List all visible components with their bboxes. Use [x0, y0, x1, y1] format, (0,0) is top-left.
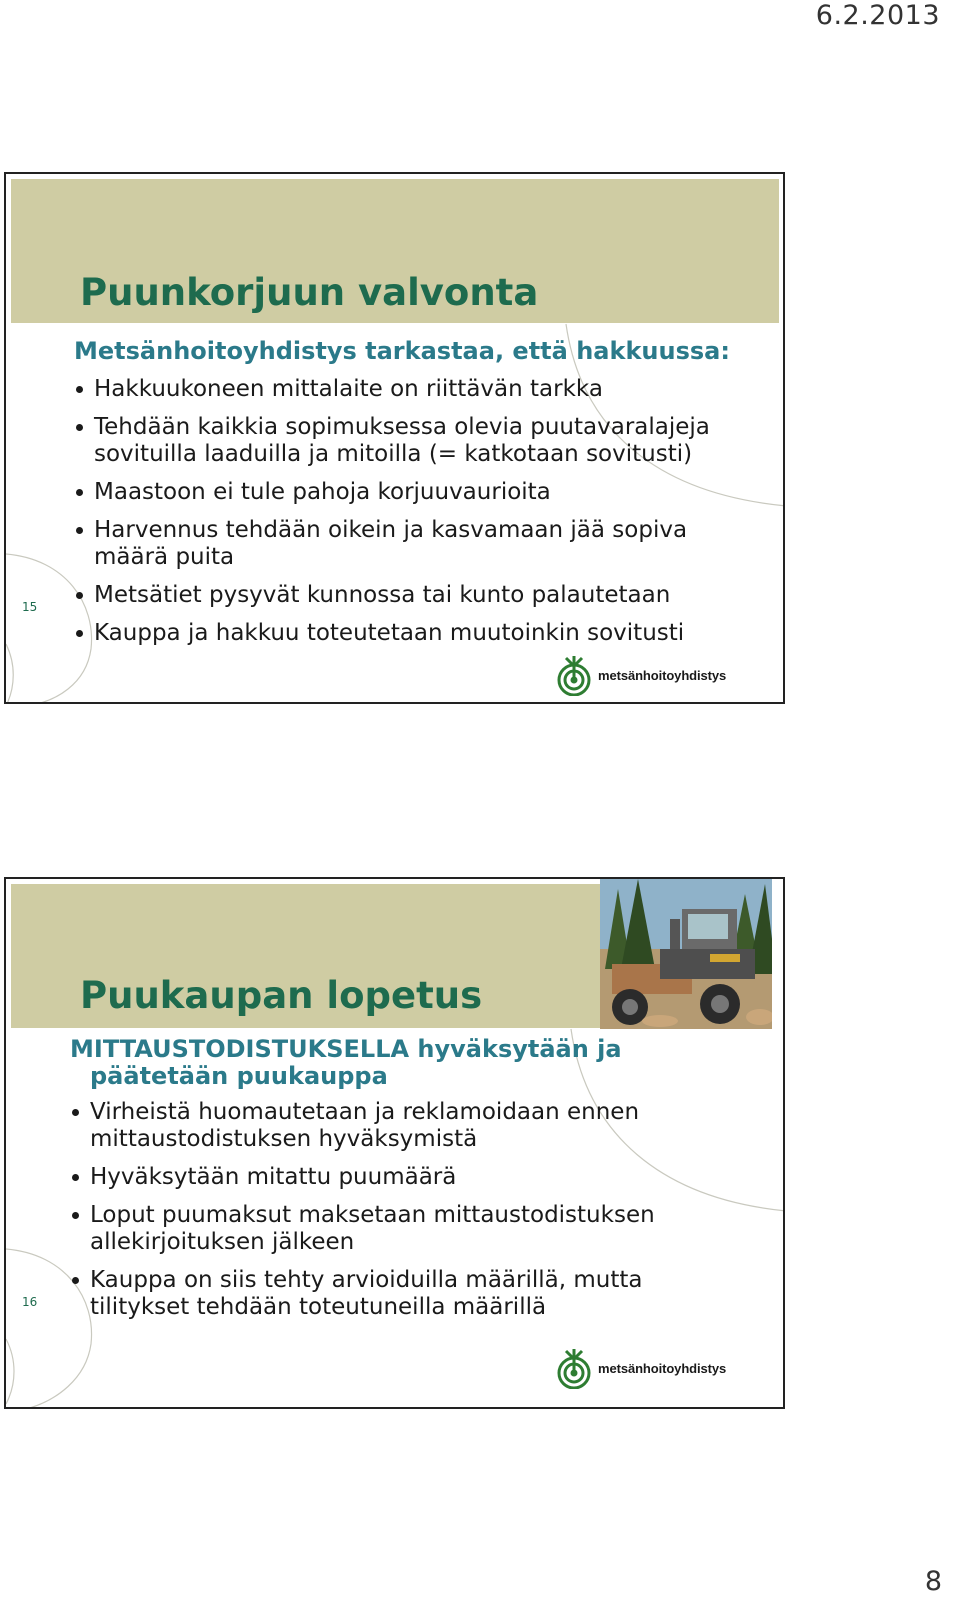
page-date: 6.2.2013 [815, 0, 940, 31]
slide-number: 15 [22, 600, 38, 614]
bullet-text: Metsätiet pysyvät kunnossa tai kunto palautetaan [94, 582, 671, 608]
list-item [70, 1099, 710, 1153]
forest-harvester-photo [600, 879, 772, 1029]
bullet-icon [76, 527, 83, 534]
bullet-text-continuation: määrä puita [94, 544, 235, 570]
bullet-icon [72, 1109, 79, 1116]
slide-title: Puunkorjuun valvonta [80, 271, 539, 314]
bullet-text: Hakkuukoneen mittalaite on riittävän tarkka [94, 376, 603, 402]
logo [556, 652, 726, 698]
bullet-icon [76, 386, 83, 393]
slide-number: 16 [22, 1295, 38, 1309]
bullet-icon [72, 1174, 79, 1181]
list-item [74, 376, 774, 403]
bullet-icon [72, 1277, 79, 1284]
list-item [70, 1164, 710, 1191]
logo [556, 1345, 726, 1391]
list-item [74, 479, 774, 506]
bullet-text: Loput puumaksut maksetaan mittaustodistuksen [90, 1202, 655, 1228]
list-item [70, 1202, 710, 1256]
list-item [74, 517, 774, 571]
subtitle-line: päätetään puukauppa [90, 1062, 388, 1090]
bullet-text: Virheistä huomautetaan ja reklamoidaan ennen [90, 1099, 640, 1125]
bullet-icon [76, 489, 83, 496]
subtitle-line: MITTAUSTODISTUKSELLA hyväksytään ja [70, 1035, 622, 1063]
bullet-icon [76, 592, 83, 599]
bullet-text: Tehdään kaikkia sopimuksessa olevia puutavaralajeja [94, 414, 710, 440]
list-item [70, 1267, 710, 1321]
bullet-icon [76, 630, 83, 637]
page-number: 8 [924, 1566, 942, 1597]
bullet-text: Hyväksytään mitattu puumäärä [90, 1164, 457, 1190]
bullet-text: Kauppa on siis tehty arvioiduilla määrillä, mutta [90, 1267, 643, 1293]
bullet-text: Kauppa ja hakkuu toteutetaan muutoinkin sovitusti [94, 620, 685, 646]
slide-subtitle [70, 1036, 670, 1090]
bullet-text-continuation: mittaustodistuksen hyväksymistä [90, 1126, 478, 1152]
bullet-list [70, 1099, 710, 1332]
logo-icon [556, 654, 592, 696]
bullet-text-continuation: sovituilla laaduilla ja mitoilla (= katkotaan sovitusti) [94, 441, 693, 467]
slide-subtitle: Metsänhoitoyhdistys tarkastaa, että hakkuussa: [74, 337, 730, 365]
bullet-text-continuation: tilitykset tehdään toteutuneilla määrillä [90, 1294, 547, 1320]
bullet-text-continuation: allekirjoituksen jälkeen [90, 1229, 355, 1255]
slide-16 [4, 877, 785, 1409]
bullet-icon [76, 424, 83, 431]
slide-title: Puukaupan lopetus [80, 974, 483, 1017]
list-item [74, 414, 774, 468]
list-item [74, 582, 774, 609]
slide-15 [4, 172, 785, 704]
bullet-list [74, 376, 774, 658]
logo-text: metsänhoitoyhdistys [598, 667, 727, 683]
bullet-icon [72, 1212, 79, 1219]
list-item [74, 620, 774, 647]
logo-icon [556, 1347, 592, 1389]
bullet-text: Maastoon ei tule pahoja korjuuvaurioita [94, 479, 551, 505]
logo-text: metsänhoitoyhdistys [598, 1360, 727, 1376]
bullet-text: Harvennus tehdään oikein ja kasvamaan jää sopiva [94, 517, 688, 543]
